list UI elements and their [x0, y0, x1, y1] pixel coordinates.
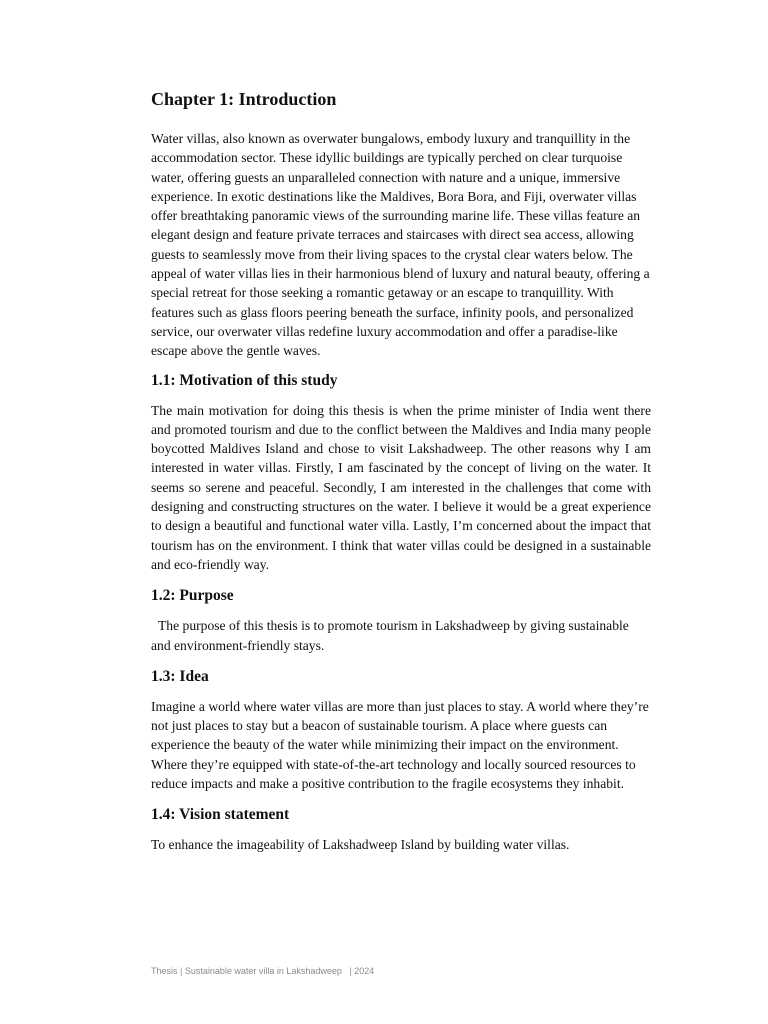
page-footer: Thesis | Sustainable water villa in Lakshadweep | 2024	[151, 966, 375, 976]
document-page	[151, 88, 651, 864]
chapter-title: Chapter 1: Introduction	[151, 89, 337, 109]
intro-paragraph: Water villas, also known as overwater bungalows, embody luxury and tranquillity in the accommodation sector. These idyllic buildings are typically perched on clear turquoise water, offering guests an unparalleled connection with nature and a unique, immersive experience. In exotic destinations like the Maldives, Bora Bora, and Fiji, overwater villas offer breathtaking panoramic views of the surrounding marine life. These villas feature an elegant design and feature private terraces and staircases with direct sea access, allowing guests to seamlessly move from their living spaces to the crystal clear waters below. The appeal of water villas lies in their harmonious blend of luxury and natural beauty, offering a special retreat for those seeking a romantic getaway or an escape to tranquillity. With features such as glass floors peering beneath the surface, infinity pools, and personalized service, our overwater villas redefine luxury accommodation and offer a paradise-like escape above the gentle waves.	[151, 131, 650, 359]
section-heading-purpose: 1.2: Purpose	[151, 587, 234, 605]
section-paragraph-purpose: The purpose of this thesis is to promote tourism in Lakshadweep by giving sustainable and environment-friendly stays.	[151, 618, 629, 653]
section-heading-motivation: 1.1: Motivation of this study	[151, 371, 338, 389]
section-paragraph-vision: To enhance the imageability of Lakshadweep Island by building water villas.	[151, 837, 570, 853]
section-heading-idea: 1.3: Idea	[151, 667, 209, 685]
section-heading-vision: 1.4: Vision statement	[151, 806, 290, 824]
section-paragraph-motivation: The main motivation for doing this thesis is when the prime minister of India went there and promoted tourism and due to the conflict between the Maldives and India many people boycotted Maldives Island and chose to visit Lakshadweep. The other reasons why I am interested in water villas. Firstly, I am fascinated by the concept of living on the water. It seems so serene and peaceful. Secondly, I am interested in the challenges that come with designing and constructing structures on the water. I believe it would be a great experience to design a beautiful and functional water villa. Lastly, I’m concerned about the impact that tourism has on the environment. I think that water villas could be designed in a sustainable and eco-friendly way.	[151, 402, 651, 572]
section-paragraph-idea: Imagine a world where water villas are more than just places to stay. A world where they’re not just places to stay but a beacon of sustainable tourism. A place where guests can experience the beauty of the water while minimizing their impact on the environment. Where they’re equipped with state-of-the-art technology and locally sourced resources to reduce impacts and make a positive contribution to the fragile ecosystems they inhabit.	[151, 698, 649, 792]
